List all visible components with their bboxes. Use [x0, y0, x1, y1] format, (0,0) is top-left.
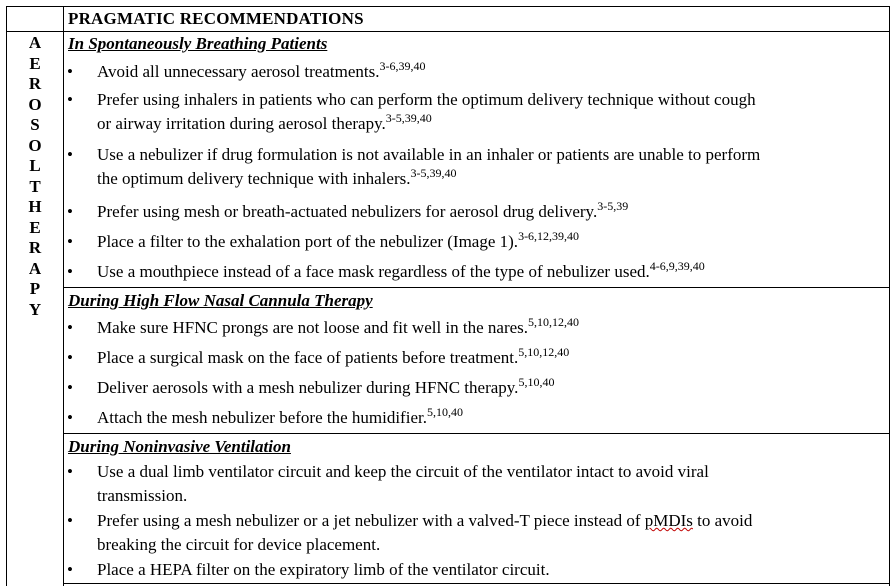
side-letter: P — [29, 279, 41, 298]
side-letter: A — [28, 33, 42, 52]
side-letter: E — [29, 217, 41, 237]
side-letter: L — [29, 156, 41, 175]
side-letter: H — [28, 197, 42, 216]
side-letter: A — [28, 258, 42, 278]
side-letter: R — [28, 238, 42, 257]
bullet-icon: • — [67, 511, 73, 530]
section-title-spontaneous: In Spontaneously Breathing Patients — [68, 34, 328, 53]
side-letter: E — [29, 53, 41, 73]
bullet-icon: • — [67, 202, 73, 221]
spellcheck-word: pMDIs — [644, 511, 693, 530]
bullet-icon: • — [67, 560, 73, 579]
list-item: • Make sure HFNC prongs are not loose and fit well in the nares.$^{5,10,12,40}$ — [97, 315, 882, 341]
list-item: • Deliver aerosols with a mesh nebulizer during HFNC therapy.$^{5,10,40}$ — [97, 375, 882, 401]
bullet-icon: • — [67, 90, 73, 109]
list-item: • Use a dual limb ventilator circuit and keep the circuit of the ventilator intact to avoid viral transmission. — [67, 462, 709, 505]
list-item: • Attach the mesh nebulizer before the humidifier.$^{5,10,40}$ — [97, 405, 882, 431]
section-title-hfnc: During High Flow Nasal Cannula Therapy — [68, 291, 373, 310]
list-item: • Use a nebulizer if drug formulation is not available in an inhaler or patients are unable to perform the optimum delivery technique with inhalers.$^{3-5,39,40}$ — [67, 145, 761, 188]
bullet-icon: • — [67, 318, 73, 337]
list-item: • Prefer using mesh or breath-actuated nebulizers for aerosol drug delivery.$^{3-5,39}$ — [97, 199, 882, 225]
bullet-icon: • — [67, 408, 73, 427]
list-item: • Place a HEPA filter on the expiratory limb of the ventilator circuit. — [97, 558, 882, 582]
bullet-icon: • — [67, 262, 73, 281]
section-title-niv: During Noninvasive Ventilation — [68, 437, 291, 456]
list-item: • Avoid all unnecessary aerosol treatments.$^{3-6,39,40}$ — [97, 59, 882, 85]
table-border-right — [889, 6, 890, 586]
bullet-icon: • — [67, 62, 73, 81]
list-item: • Prefer using a mesh nebulizer or a jet nebulizer with a valved-T piece instead of pMDIs to avoid breaking the circuit for device placement. — [67, 511, 753, 554]
section-divider-2 — [63, 433, 890, 434]
side-letter: T — [29, 176, 41, 196]
side-letter: O — [28, 135, 42, 155]
list-item: • Use a mouthpiece instead of a face mask regardless of the type of nebulizer used.$^{4-6,9,39,40}$ — [97, 259, 882, 285]
bullet-icon: • — [67, 462, 73, 481]
section-divider-3 — [63, 583, 890, 584]
side-letter: S — [30, 115, 40, 134]
header-divider — [6, 31, 890, 32]
column-divider — [63, 6, 64, 586]
list-item: • Prefer using inhalers in patients who can perform the optimum delivery technique without cough or airway irritation during aerosol therapy.$^{3-5,39,40}$ — [67, 90, 756, 133]
list-item: • Place a filter to the exhalation port of the nebulizer (Image 1).$^{3-6,12,39,40}$ — [97, 229, 882, 255]
side-letter: O — [28, 94, 42, 114]
bullet-icon: • — [67, 232, 73, 251]
table-header-title: PRAGMATIC RECOMMENDATIONS — [68, 9, 364, 28]
bullet-icon: • — [67, 145, 73, 164]
section-divider-1 — [63, 287, 890, 288]
side-label-aerosol-therapy — [7, 33, 63, 320]
bullet-icon: • — [67, 378, 73, 397]
side-letter: Y — [28, 299, 42, 319]
list-item: • Place a surgical mask on the face of patients before treatment.$^{5,10,12,40}$ — [97, 345, 882, 371]
bullet-icon: • — [67, 348, 73, 367]
side-letter: R — [28, 74, 42, 93]
